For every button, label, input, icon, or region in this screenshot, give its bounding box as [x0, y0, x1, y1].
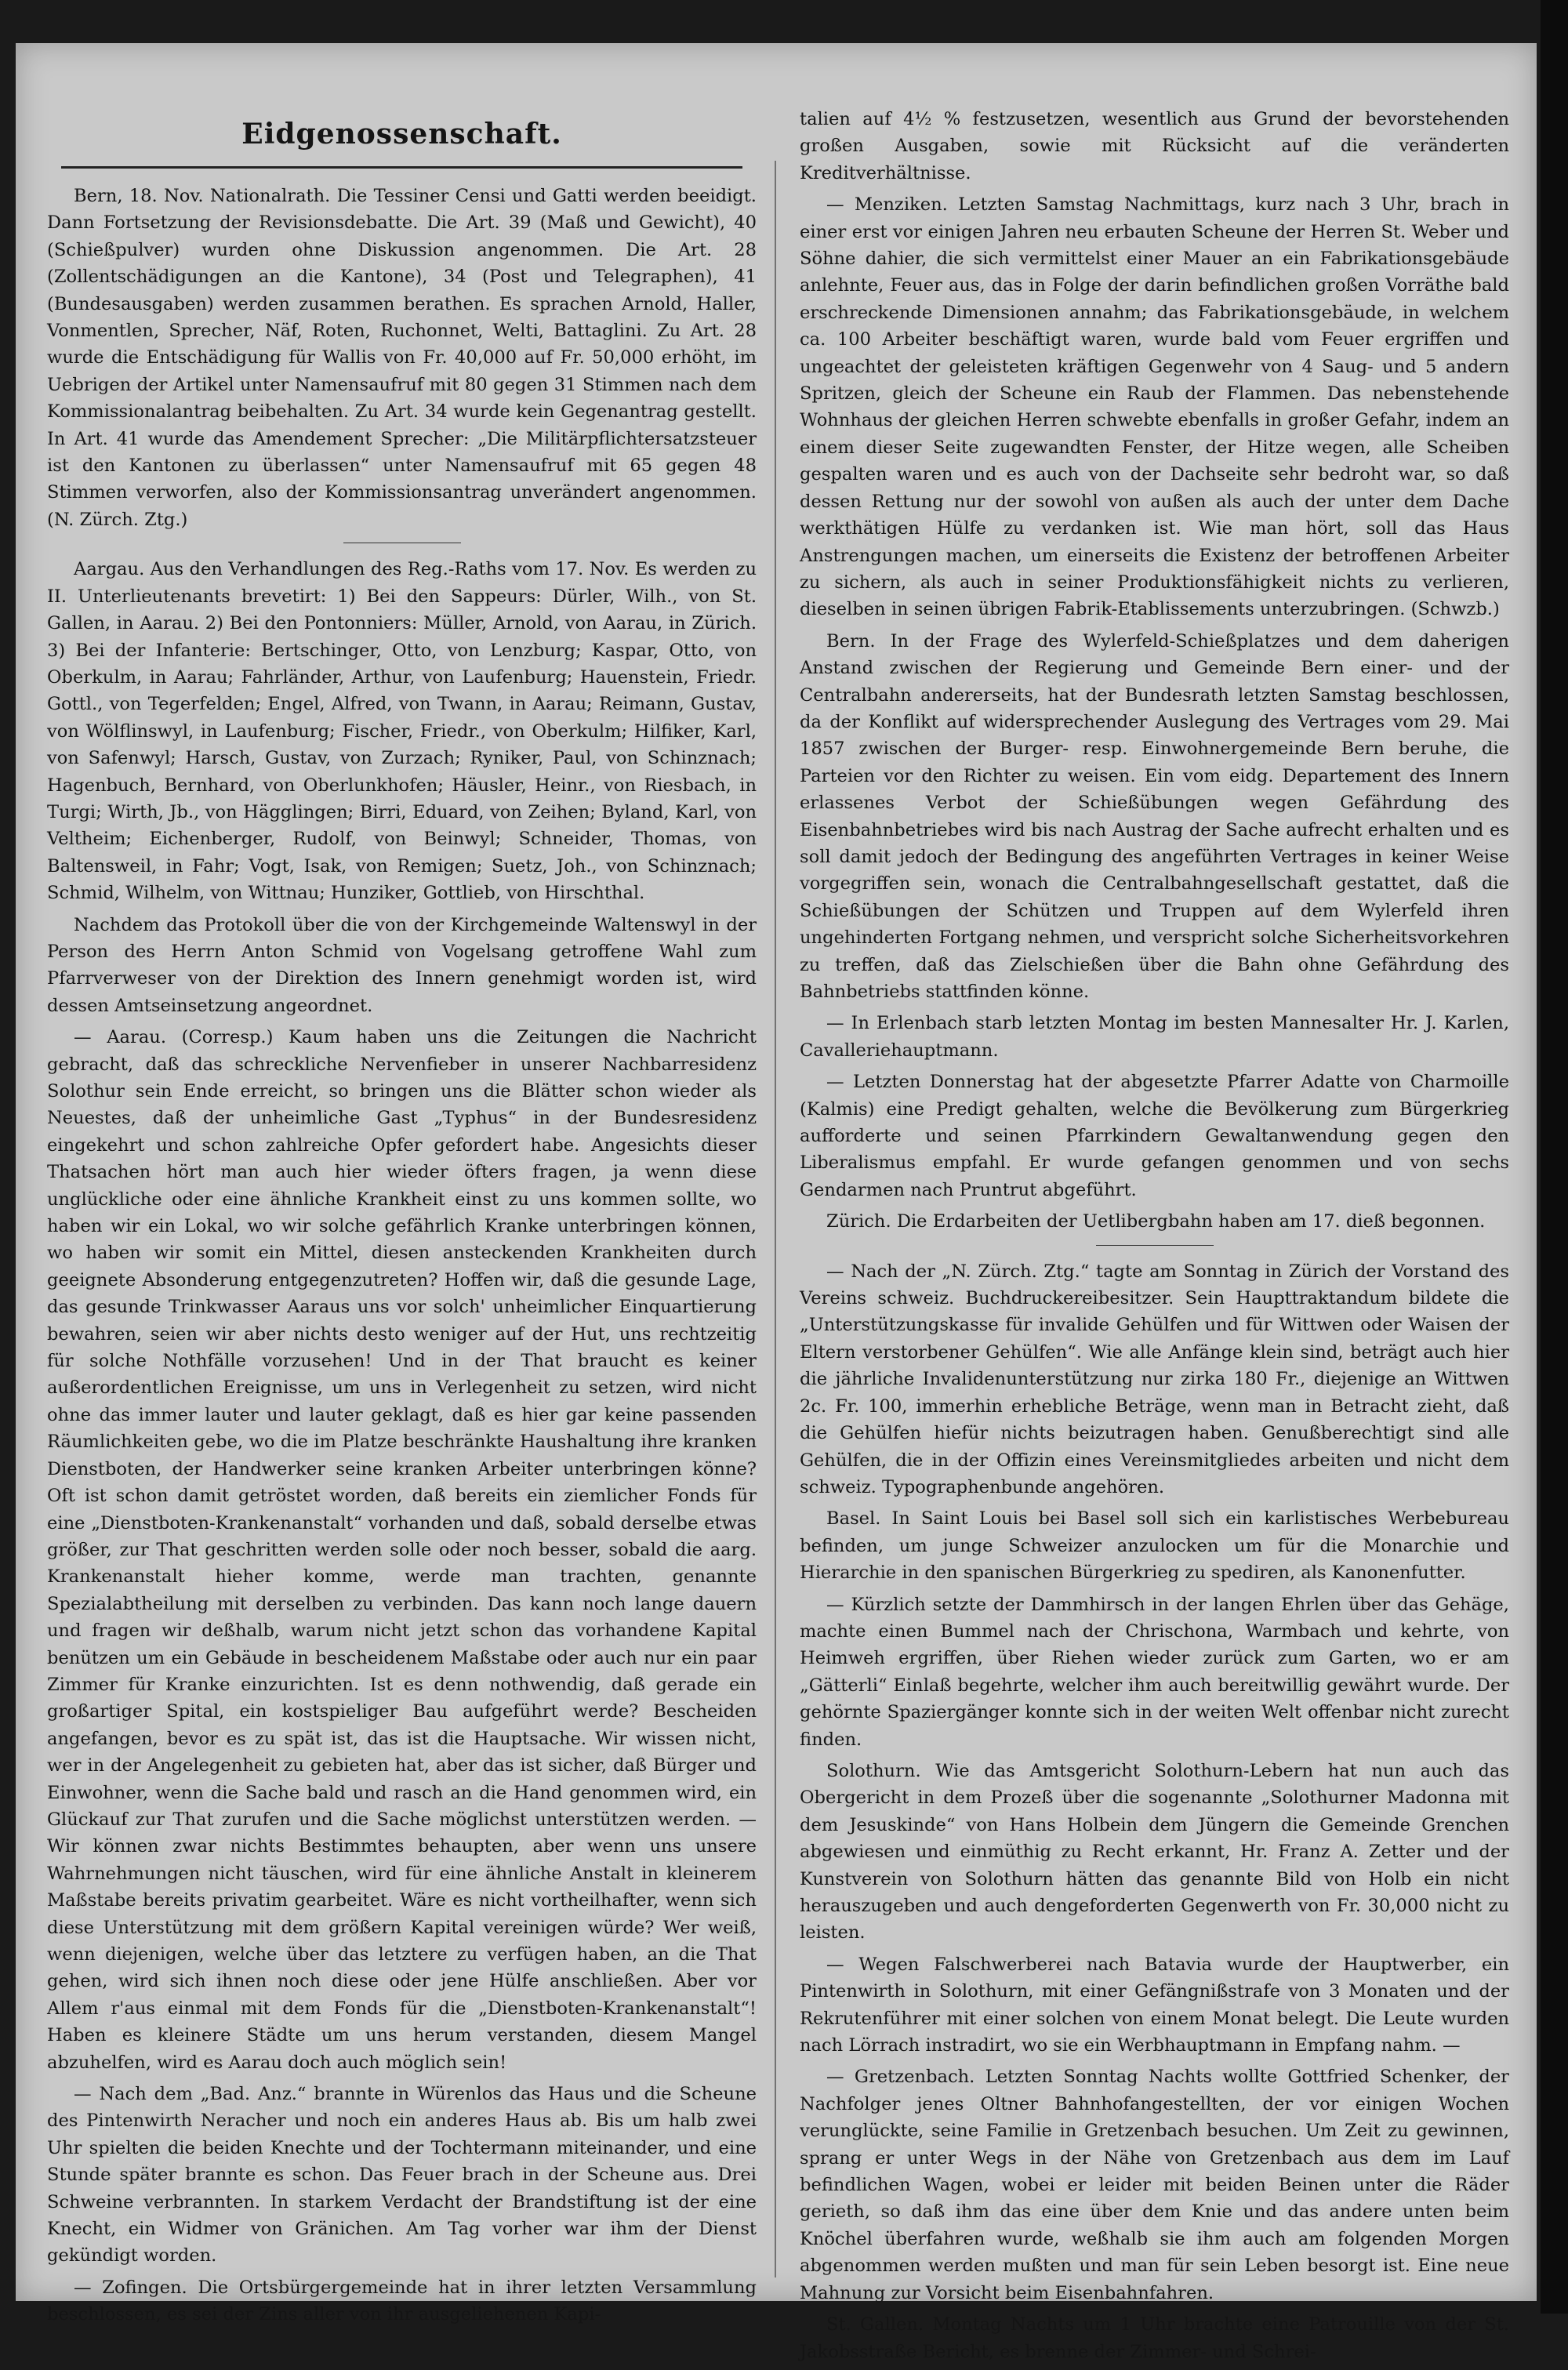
article-basel-werbebureau: Basel. In Saint Louis bei Basel soll sich ein karlistisches Werbebureau befinden, um junge Schweizer anzulocken um für die Monarchie und Hierarchie in den spanischen Bürgerkrieg zu spediren, als Kanonenfutter. [800, 1508, 1509, 1584]
right-column [800, 106, 1509, 2370]
section-title: Eidgenossenschaft. [241, 118, 562, 151]
article-aargau-brevetirung: Aargau. Aus den Verhandlungen des Reg.-Raths vom 17. Nov. Es werden zu II. Unterlieutenants brevetirt: 1) Bei den Sappeurs: Dürler, Wilh., von St. Gallen, in Aarau. 2) Bei den Pontonniers: Müller, Arnold, von Aarau, in Zürich. 3) Bei der Infanterie: Bertschinger, Otto, von Lenzburg; Kaspar, Otto, von Oberkulm, in Aarau; Fahrländer, Arthur, von Laufenburg; Hauenstein, Friedr. Gottl., von Tegerfelden; Engel, Alfred, von Twann, in Aarau; Reimann, Gustav, von Wölflinswyl, in Laufenburg; Fischer, Friedr., von Oberkulm; Hilfiker, Karl, von Safenwyl; Harsch, Gustav, von Zurzach; Ryniker, Paul, von Schinznach; Hagenbuch, Bernhard, von Oberlunkhofen; Häusler, Heinr., von Riesbach, in Turgi; Wirth, Jb., von Hägglingen; Birri, Eduard, von Zeihen; Byland, Karl, von Veltheim; Eichenberger, Rudolf, von Beinwyl; Schneider, Thomas, von Baltensweil, in Fahr; Vogt, Isak, von Remigen; Suetz, Joh., von Schinznach; Schmid, Wilhelm, von Wittnau; Hunziker, Gottlieb, von Hirschthal. [47, 559, 757, 904]
article-aarau-typhus: — Aarau. (Corresp.) Kaum haben uns die Zeitungen die Nachricht gebracht, daß das schreckliche Nervenfieber in unserer Nachbarresidenz Solothur sein Ende erreicht, so bringen uns die Blätter schon wieder als Neuestes, daß der unheimliche Gast „Typhus“ in der Bundesresidenz eingekehrt und schon zahlreiche Opfer gefordert habe. Angesichts dieser Thatsachen hört man auch hier wieder öfters fragen, ja wenn diese unglückliche oder eine ähnliche Krankheit einst zu uns kommen sollte, wo haben wir ein Lokal, wo wir solche gefährlich Kranke unterbringen können, wo haben wir somit ein Mittel, diesen ansteckenden Krankheiten durch geeignete Absonderung entgegenzutreten? Hoffen wir, daß die gesunde Lage, das gesunde Trinkwasser Aaraus uns vor solch' unheimlicher Einquartierung bewahren, seien wir aber nichts desto weniger auf der Hut, uns rechtzeitig für solche Nothfälle vorzusehen! Und in der That braucht es keiner außerordentlichen Ereignisse, um uns in Verlegenheit zu setzen, wird nicht ohne das immer lauter und lauter geklagt, daß es hier gar keine passenden Räumlichkeiten gebe, wo die im Platze beschränkte Haushaltung ihre kranken Dienstboten, der Handwerker seine kranken Arbeiter unterbringen könne? Oft ist schon damit getröstet worden, daß bereits ein ziemlicher Fonds für eine „Dienstboten-Krankenanstalt“ vorhanden und daß, sobald derselbe etwas größer, zur That geschritten werden solle oder noch besser, sobald die aarg. Krankenanstalt hieher komme, werde man trachten, genannte Spezialabtheilung mit derselben zu verbinden. Das kann noch lange dauern und fragen wir deßhalb, warum nicht jetzt schon das vorhandene Kapital benützen um ein Gebäude in bescheidenem Maßstabe oder auch nur ein paar Zimmer für Kranke einzurichten. Ist es denn nothwendig, daß gerade ein großartiger Spital, ein kostspieliger Bau aufgeführt werde? Bescheiden angefangen, bevor es zu spät ist, das ist die Hauptsache. Wir wissen nicht, wer in der Angelegenheit zu gebieten hat, aber das ist sicher, daß Bürger und Einwohner, wenn die Sache bald und rasch an die Hand genommen wird, ein Glückauf zur That zurufen und die Sache möglichst unterstützen werden. — Wir können zwar nichts Bestimmtes behaupten, aber wenn uns unsere Wahrnehmungen nicht täuschen, wird für eine ähnliche Anstalt in kleinerem Maßstabe bereits privatim gearbeitet. Wäre es nicht vortheilhafter, wenn sich diese Unterstützung mit dem größern Kapital vereinigen würde? Wer weiß, wenn diejenigen, welche über das letztere zu verfügen haben, an die That gehen, wird sich ihnen noch diese oder jene Hülfe anschließen. Aber vor Allem r'aus einmal mit dem Fonds für die „Dienstboten-Krankenanstalt“! Haben es kleinere Städte um uns herum verstanden, diesem Mangel abzuhelfen, wird es Aarau doch auch möglich sein! [47, 1027, 757, 2073]
column-divider [775, 161, 776, 2277]
article-charmoille: — Letzten Donnerstag hat der abgesetzte Pfarrer Adatte von Charmoille (Kalmis) eine Predigt gehalten, welche die Bevölkerung zum Bürgerkrieg aufforderte und seinen Pfarrkindern Gewaltanwendung gegen den Liberalismus empfahl. Er wurde gefangen genommen und von sechs Gendarmen nach Pruntrut abgeführt. [800, 1072, 1509, 1200]
article-waltenswyl: Nachdem das Protokoll über die von der Kirchgemeinde Waltenswyl in der Person des Herrn Anton Schmid von Vogelsang getroffene Wahl zum Pfarrverweser von der Direktion des Innern genehmigt worden ist, wird dessen Amtseinsetzung angeordnet. [47, 914, 757, 1016]
article-gretzenbach: — Gretzenbach. Letzten Sonntag Nachts wollte Gottfried Schenker, der Nachfolger jenes Oltner Bahnhofangestellten, der vor einigen Wochen verunglückte, seine Familie in Gretzenbach besuchen. Um Zeit zu gewinnen, sprang er unter Wegs in der Nähe von Gretzenbach aus dem im Lauf befindlichen Wagen, wobei er leider mit beiden Beinen unter die Räder gerieth, so daß ihm das eine über dem Knie und das andere unten beim Knöchel überfahren wurde, weßhalb sie ihm auch am folgenden Morgen abgenommen werden mußten und man für sein Leben besorgt ist. Eine neue Mahnung zur Vorsicht beim Eisenbahnfahren. [800, 2067, 1509, 2303]
article-menziken-brand: — Menziken. Letzten Samstag Nachmittags, kurz nach 3 Uhr, brach in einer erst vor einigen Jahren neu erbauten Scheune der Herren St. Weber und Söhne dahier, die sich vermittelst einer Mauer an ein Fabrikationsgebäude anlehnte, Feuer aus, das in Folge der darin befindlichen großen Vorräthe bald erschreckende Dimensionen annahm; das Fabrikationsgebäude, in welchem ca. 100 Arbeiter beschäftigt waren, wurde bald vom Feuer ergriffen und ungeachtet der geleisteten kräftigen Gegenwehr von 4 Saug- und 5 andern Spritzen, gleich der Scheune ein Raub der Flammen. Das nebenstehende Wohnhaus der gleichen Herren schwebte ebenfalls in großer Gefahr, indem an einem dieser Seite zugewandten Fenster, der Hitze wegen, alle Scheiben gespalten waren und es auch von der Dachseite sehr bedroht war, so daß dessen Rettung nur der sowohl von außen als auch der unter dem Dache werkthätigen Hülfe zu verdanken ist. Wie man hört, soll das Haus Anstrengungen machen, um einerseits die Existenz der betroffenen Arbeiter zu sichern, als auch in seiner Produktionsfähigkeit nichts zu verlieren, dieselben in seinen übrigen Fabrik-Etablissements unterzubringen. (Schwzb.) [800, 194, 1509, 620]
newspaper-page [16, 43, 1537, 2362]
article-zuerich-uetliberg: Zürich. Die Erdarbeiten der Uetlibergbahn haben am 17. dieß begonnen. [826, 1211, 1486, 1232]
article-bern-nationalrath: Bern, 18. Nov. Nationalrath. Die Tessiner Censi und Gatti werden beeidigt. Dann Fortsetzung der Revisionsdebatte. Die Art. 39 (Maß und Gewicht), 40 (Schießpulver) wurden ohne Diskussion angenommen. Die Art. 28 (Zollentschädigungen an die Kantone), 34 (Post und Telegraphen), 41 (Bundesausgaben) werden zusammen berathen. Es sprachen Arnold, Haller, Vonmentlen, Sprecher, Näf, Roten, Ruchonnet, Welti, Battaglini. Zu Art. 28 wurde die Entschädigung für Wallis von Fr. 40,000 auf Fr. 50,000 erhöht, im Uebrigen der Artikel unter Namensaufruf mit 80 gegen 31 Stimmen nach dem Kommissionalantrag beibehalten. Zu Art. 34 wurde kein Gegenantrag gestellt. In Art. 41 wurde das Amendement Sprecher: „Die Militärpflichtersatzsteuer ist den Kantonen zu überlassen“ unter Namensaufruf mit 65 gegen 48 Stimmen verworfen, also der Kommissionsantrag unverändert angenommen. (N. Zürch. Ztg.) [47, 186, 757, 530]
scan-edge [1541, 0, 1568, 2314]
article-zofingen-continued: talien auf 4½ % festzusetzen, wesentlich aus Grund der bevorstehenden großen Ausgaben, sowie mit Rücksicht auf die veränderten Kreditverhältnisse. [800, 109, 1509, 183]
article-solothurn-madonna: Solothurn. Wie das Amtsgericht Solothurn-Lebern hat nun auch das Obergericht in dem Prozeß über die sogenannte „Solothurner Madonna mit dem Jesuskinde“ von Hans Holbein dem Jüngern die Gemeinde Grenchen abgewiesen und einmüthig zu Recht erkannt, Hr. Franz A. Zetter und der Kunstverein von Solothurn hätten das genannte Bild von Holb ein nicht herauszugeben und auch dengeforderten Gegenwerth von Fr. 30,000 nicht zu leisten. [800, 1760, 1509, 1944]
article-zofingen: — Zofingen. Die Ortsbürgergemeinde hat in ihrer letzten Versammlung beschlossen, es sei der Zins aller von ihr ausgeliehenen Kapi- [47, 2277, 757, 2325]
article-bern-wylerfeld: Bern. In der Frage des Wylerfeld-Schießplatzes und dem daherigen Anstand zwischen der Regierung und Gemeinde Bern einer- und der Centralbahn andererseits, hat der Bundesrath letzten Samstag beschlossen, da der Konflikt auf widersprechender Auslegung des Vertrages vom 29. Mai 1857 zwischen der Burger- resp. Einwohnergemeinde Bern beruhe, die Parteien vor den Richter zu weisen. Ein vom eidg. Departement des Innern erlassenes Verbot der Schießübungen wegen Gefährdung des Eisenbahnbetriebes wird bis nach Austrag der Sache aufrecht erhalten und es soll damit jedoch der Bedingung des angeführten Vertrages in keiner Weise vorgegriffen sein, wonach die Centralbahngesellschaft gestattet, daß die Schießübungen der Schützen und Truppen auf dem Wylerfeld ihren ungehinderten Fortgang nehmen, und verspricht solche Sicherheitsvorkehren zu treffen, daß das Zielschießen über die Bahn ohne Gefährdung des Bahnbetriebs stattfinden könne. [800, 630, 1509, 1002]
article-dammhirsch: — Kürzlich setzte der Dammhirsch in der langen Ehrlen über das Gehäge, machte einen Bummel nach der Chrischona, Warmbach und kehrte, von Heimweh ergriffen, über Riehen wieder zurück zum Garten, wo er am „Gätterli“ Einlaß begehrte, welcher ihm auch bereitwillig gewährt wurde. Der gehörnte Spaziergänger konnte sich in der weiten Welt offenbar nicht zurecht finden. [800, 1594, 1509, 1750]
left-column [47, 118, 757, 2333]
article-st-gallen: St. Gallen. Montag Nachts um 1 Uhr brachte eine Patrouille von der St. Jakobsstraße Bericht, es brenne der Zimmer- und Schrei- [800, 2314, 1509, 2362]
article-buchdrucker: — Nach der „N. Zürch. Ztg.“ tagte am Sonntag in Zürich der Vorstand des Vereins schweiz. Buchdruckereibesitzer. Sein Haupttraktandum bildete die „Unterstützungskasse für invalide Gehülfen und für Wittwen oder Waisen der Eltern verstorbener Gehülfen“. Wie alle Anfänge klein sind, beträgt auch hier die jährliche Invalidenunterstützung nur zirka 180 Fr., diejenige an Wittwen 2c. Fr. 100, immerhin erhebliche Beträge, wenn man in Betracht zieht, daß die Gehülfen hiefür nichts beizutragen haben. Genußberechtigt sind alle Gehülfen, die in der Offizin eines Vereinsmitgliedes arbeiten und nicht dem schweiz. Typographenbunde angehören. [800, 1261, 1509, 1497]
article-erlenbach: — In Erlenbach starb letzten Montag im besten Mannesalter Hr. J. Karlen, Cavalleriehauptmann. [800, 1013, 1509, 1061]
article-wuerenlos-brand: — Nach dem „Bad. Anz.“ brannte in Würenlos das Haus und die Scheune des Pintenwirth Neracher und noch ein anderes Haus ab. Bis um halb zwei Uhr spielten die beiden Knechte und der Tochtermann miteinander, und eine Stunde später brannte es schon. Das Feuer brach in der Scheune aus. Drei Schweine verbrannten. In starkem Verdacht der Brandstiftung ist der eine Knecht, ein Widmer von Gränichen. Am Tag vorher war ihm der Dienst gekündigt worden. [47, 2084, 757, 2267]
title-rule [61, 166, 742, 169]
article-separator [1096, 1245, 1214, 1246]
article-falschwerberei: — Wegen Falschwerberei nach Batavia wurde der Hauptwerber, ein Pintenwirth in Solothurn, mit einer Gefängnißstrafe von 3 Monaten und der Rekrutenführer mit einer solchen von einem Monat belegt. Die Leute wurden nach Lörrach instradirt, wo sie ein Werbhauptmann in Empfang nahm. — [800, 1954, 1509, 2056]
